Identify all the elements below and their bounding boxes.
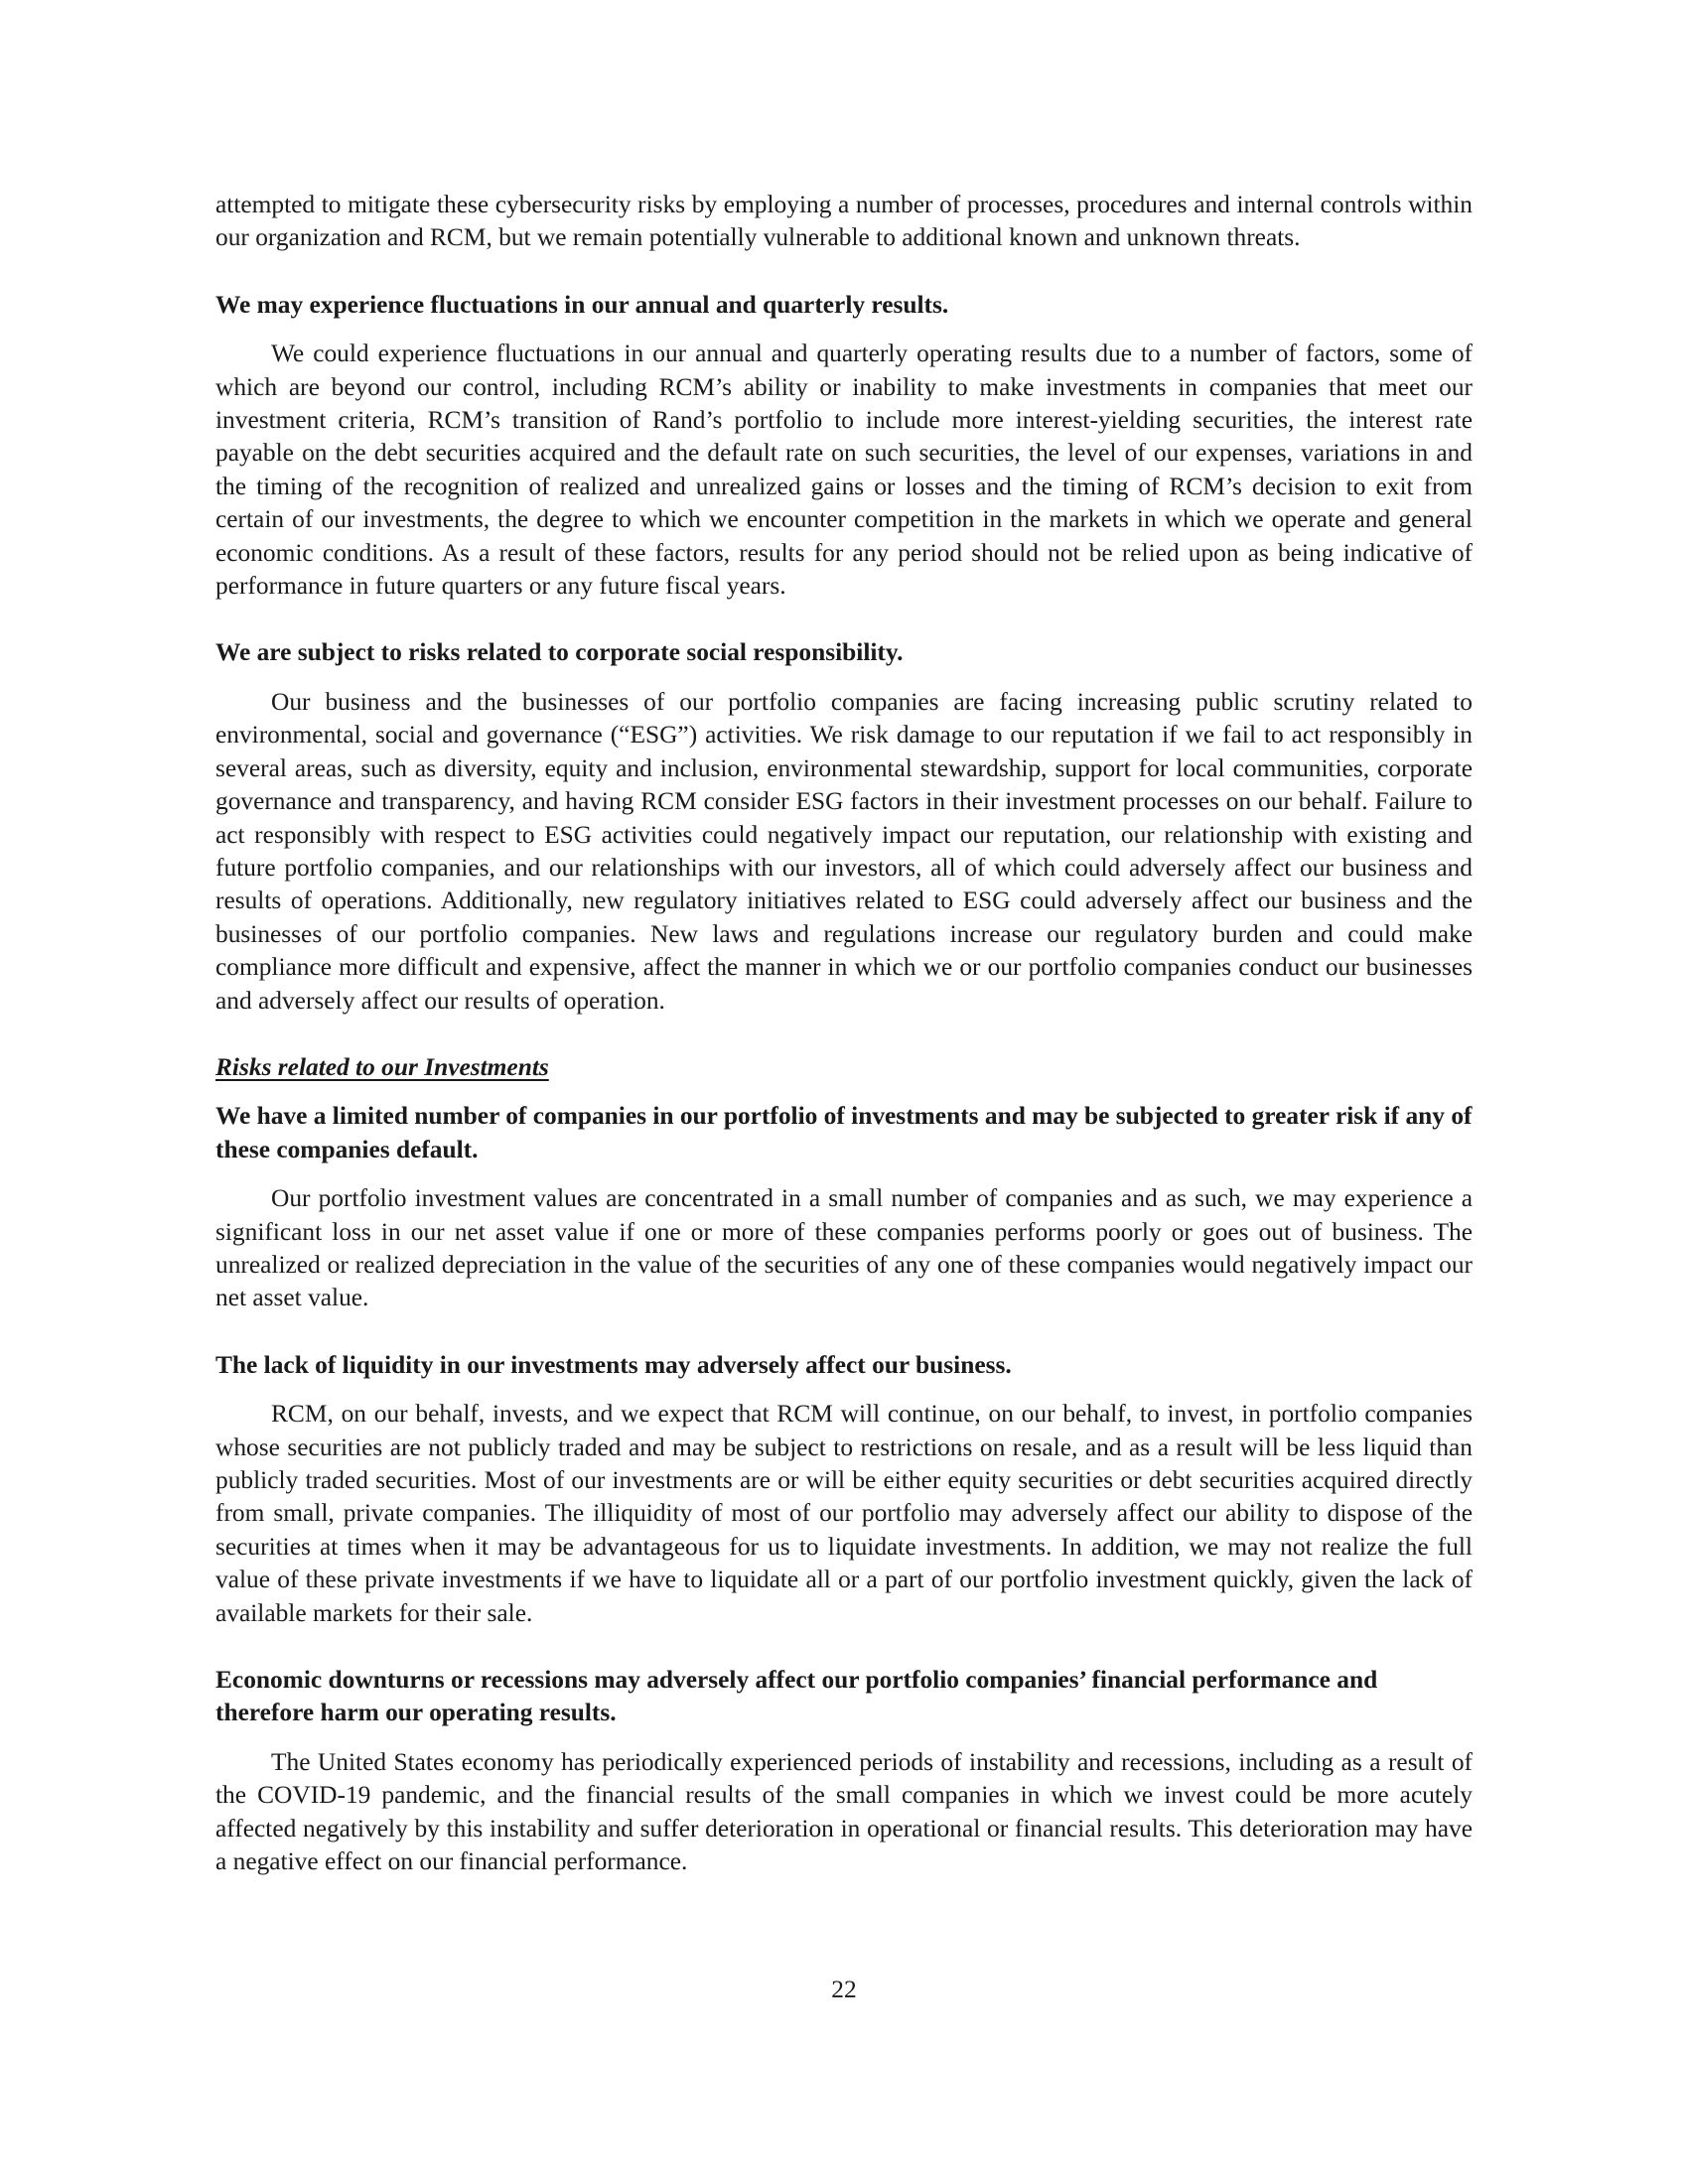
paragraph-fluctuations: We could experience fluctuations in our annual and quarterly operating results due to a number of factors, some of which are beyond our control, including RCM’s ability or inability to make investments in companies that meet our investment criteria, RCM’s transition of Rand’s portfolio to include more interest-yielding securities, the interest rate payable on the debt securities acquired and the default rate on such securities, the level of our expenses, variations in and the timing of the recognition of realized and unrealized gains or losses and the timing of RCM’s decision to exit from certain of our investments, the degree to which we encounter competition in the markets in which we operate and general economic conditions. As a result of these factors, results for any period should not be relied upon as being indicative of performance in future quarters or any future fiscal years. bbox=[215, 340, 1473, 601]
heading-fluctuations: We may experience fluctuations in our annual and quarterly results. bbox=[215, 290, 949, 319]
heading-liquidity: The lack of liquidity in our investments may adversely affect our business. bbox=[215, 1350, 1012, 1379]
document-page bbox=[215, 189, 1473, 1878]
heading-limited-companies: We have a limited number of companies in our portfolio of investments and may be subjected to greater risk if any of these companies default. bbox=[215, 1102, 1473, 1163]
paragraph-limited-companies: Our portfolio investment values are concentrated in a small number of companies and as such, we may experience a significant loss in our net asset value if one or more of these companies performs poorly or goes out of business. The unrealized or realized depreciation in the value of the securities of any one of these companies would negatively impact our net asset value. bbox=[215, 1184, 1473, 1312]
page-number: 22 bbox=[831, 1976, 857, 2003]
paragraph-liquidity: RCM, on our behalf, invests, and we expect that RCM will continue, on our behalf, to invest, in portfolio companies whose securities are not publicly traded and may be subject to restrictions on resale, and as a result will be less liquid than publicly traded securities. Most of our investments are or will be either equity securities or debt securities acquired directly from small, private companies. The illiquidity of most of our portfolio may adversely affect our ability to dispose of the securities at times when it may be advantageous for us to liquidate investments. In addition, we may not realize the full value of these private investments if we have to liquidate all or a part of our portfolio investment quickly, given the lack of available markets for their sale. bbox=[215, 1400, 1473, 1627]
heading-social-responsibility: We are subject to risks related to corporate social responsibility. bbox=[215, 638, 904, 667]
paragraph-economic-downturns: The United States economy has periodically experienced periods of instability and recessions, including as a result of the COVID-19 pandemic, and the financial results of the small companies in which we invest could be more acutely affected negatively by this instability and suffer deterioration in operational or financial results. This deterioration may have a negative effect on our financial performance. bbox=[215, 1747, 1473, 1876]
paragraph-social-responsibility: Our business and the businesses of our portfolio companies are facing increasing public scrutiny related to environmental, social and governance (“ESG”) activities. We risk damage to our reputation if we fail to act responsibly in several areas, such as diversity, equity and inclusion, environmental stewardship, support for local communities, corporate governance and transparency, and having RCM consider ESG factors in their investment processes on our behalf. Failure to act responsibly with respect to ESG activities could negatively impact our reputation, our relationship with existing and future portfolio companies, and our relationships with our investors, all of which could adversely affect our business and results of operations. Additionally, new regulatory initiatives related to ESG could adversely affect our business and the businesses of our portfolio companies. New laws and regulations increase our regulatory burden and could make compliance more difficult and expensive, affect the manner in which we or our portfolio companies conduct our businesses and adversely affect our results of operation. bbox=[215, 687, 1473, 1015]
heading-economic-downturns: Economic downturns or recessions may adversely affect our portfolio companies’ financial performance and therefore harm our operating results. bbox=[215, 1666, 1378, 1727]
subsection-title-investments: Risks related to our Investments bbox=[215, 1052, 549, 1081]
opening-paragraph: attempted to mitigate these cybersecurity risks by employing a number of processes, procedures and internal controls within our organization and RCM, but we remain potentially vulnerable to additional known and unknown threats. bbox=[215, 191, 1473, 252]
